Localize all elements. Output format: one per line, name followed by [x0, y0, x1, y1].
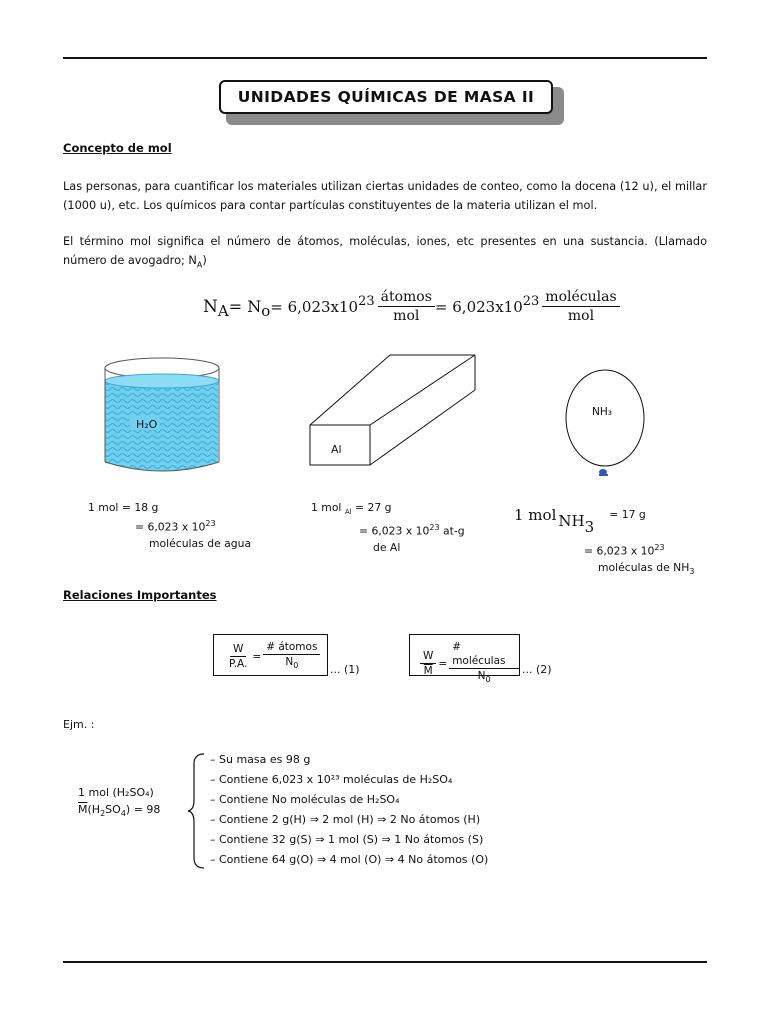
ammonia-label: NH₃ [592, 406, 612, 418]
section-heading-concept: Concepto de mol [63, 141, 172, 155]
water-caption [88, 500, 251, 552]
relation-2-tag: ... (2) [522, 663, 552, 676]
ammonia-mol: 1 mol [514, 506, 557, 524]
formula-exp-1: 23 [358, 294, 375, 309]
relation-1-left-frac [226, 642, 250, 671]
example-label: Ejm. : [63, 718, 95, 731]
ammonia-nh: NH [558, 512, 585, 530]
aluminum-line-1 [311, 500, 465, 520]
relation-1-right-frac [263, 640, 320, 673]
relation-box-1 [213, 634, 328, 676]
aluminum-line-3: de Al [373, 540, 401, 554]
ammonia-line-3-text: moléculas de NH [598, 560, 690, 574]
relation-1-right-num: # átomos [263, 640, 320, 655]
example-item: – Contiene No moléculas de H₂SO₄ [210, 793, 400, 806]
aluminum-line-2-unit: at-g [439, 524, 465, 538]
example-molecule: 1 mol (H₂SO₄) [78, 786, 154, 799]
formula-no-sub: o [261, 301, 271, 320]
curly-brace [186, 752, 208, 870]
water-line-2-exp: 23 [205, 519, 216, 528]
water-label: H₂O [136, 418, 158, 431]
fraction-2-denominator: mol [567, 308, 595, 324]
relation-2-n-sub: 0 [485, 675, 491, 685]
aluminum-label: Al [331, 443, 342, 456]
molar-mass-sub-1: 2 [100, 809, 106, 819]
example-item: – Su masa es 98 g [210, 753, 311, 766]
relation-2-n: N [477, 670, 486, 682]
relation-2-left-num: W [420, 649, 436, 664]
top-rule [63, 57, 707, 59]
water-beaker-illustration [100, 350, 230, 490]
para2-sub: A [196, 260, 203, 270]
bottom-rule [63, 961, 707, 963]
para2-text: El término mol significa el número de átomos, moléculas, iones, etc presentes en una sustancia. (Llamado número de avogadro; N [63, 235, 707, 267]
relation-box-2 [409, 634, 520, 685]
relation-1-left-num: W [230, 642, 246, 657]
water-line-2-text: = 6,023 x 10 [135, 520, 206, 534]
formula-fraction-2 [542, 288, 619, 325]
example-item: – Contiene 64 g(O) ⇒ 4 mol (O) ⇒ 4 No átomos (O) [210, 853, 489, 866]
relation-2-left-frac [420, 649, 436, 678]
relation-2-equals: = [438, 657, 448, 670]
concept-paragraph-2 [63, 232, 707, 274]
fraction-1-denominator: mol [393, 308, 420, 324]
ammonia-line-2 [584, 540, 694, 560]
aluminum-line-2 [311, 520, 465, 540]
section-heading-relations: Relaciones Importantes [63, 588, 217, 602]
page-title: UNIDADES QUÍMICAS DE MASA II [219, 80, 553, 114]
relation-1-equals: = [252, 650, 262, 663]
example-item: – Contiene 32 g(S) ⇒ 1 mol (S) ⇒ 1 No átomos (S) [210, 833, 484, 846]
aluminum-line-1-sub: Al [344, 508, 352, 517]
formula-no: = N [228, 297, 262, 316]
water-line-2 [88, 516, 251, 536]
ammonia-line-2-text: = 6,023 x 10 [584, 544, 655, 558]
fraction-2-numerator: moléculas [542, 288, 619, 307]
relation-1-left-den: P.A. [229, 658, 248, 671]
relation-1-formula [226, 640, 320, 673]
para2-end: ) [202, 254, 207, 267]
aluminum-line-1-text: 1 mol [311, 501, 345, 514]
ammonia-nh-sub: 3 [584, 518, 595, 536]
relation-2-formula [420, 640, 519, 687]
example-item: – Contiene 6,023 x 10²³ moléculas de H₂SO₄ [210, 773, 453, 786]
formula-fraction-1 [378, 288, 435, 325]
aluminum-line-2-text: = 6,023 x 10 [359, 524, 430, 538]
molar-mass-part-a: (H [87, 803, 101, 816]
relation-2-left-den: M [423, 665, 433, 678]
formula-value-2: = 6,023x10 [434, 297, 523, 316]
relation-1-tag: ... (1) [330, 663, 360, 676]
example-item: – Contiene 2 g(H) ⇒ 2 mol (H) ⇒ 2 No átomos (H) [210, 813, 481, 826]
aluminum-line-2-exp: 23 [429, 523, 440, 533]
aluminum-block-illustration [300, 350, 490, 470]
ammonia-balloon-illustration [560, 368, 660, 488]
water-line-1: 1 mol = 18 g [88, 501, 159, 514]
formula-exp-2: 23 [522, 294, 540, 309]
ammonia-caption-2 [584, 540, 694, 580]
ammonia-line-3-sub: 3 [689, 566, 695, 576]
water-line-3: moléculas de agua [149, 536, 252, 550]
aluminum-caption [311, 500, 465, 556]
molar-mass-value: ) = 98 [125, 803, 161, 816]
relation-2-right-frac [449, 640, 519, 687]
example-molar-mass [78, 803, 160, 818]
relation-1-n-sub: 0 [293, 661, 299, 671]
ammonia-line-3 [584, 560, 694, 580]
avogadro-formula [203, 288, 620, 325]
formula-value-1: = 6,023x10 [270, 297, 359, 316]
relation-2-right-num: # moléculas [449, 640, 519, 669]
ammonia-line-2-exp: 23 [654, 543, 665, 552]
relation-1-n: N [285, 656, 294, 668]
ammonia-caption [514, 505, 646, 536]
relation-2-right-den [475, 669, 494, 687]
concept-paragraph-1: Las personas, para cuantificar los materiales utilizan ciertas unidades de conteo, como la docena (12 u), el millar (1000 u), etc. Los químicos para contar partículas constituyentes de la materia utilizan el mol. [63, 180, 707, 212]
molar-mass-symbol: $\overline{M}$ [78, 803, 88, 816]
formula-na-sub: A [217, 301, 229, 320]
relation-1-right-den [282, 655, 301, 673]
formula-na: N [203, 296, 218, 317]
fraction-1-numerator: átomos [378, 288, 435, 307]
molar-mass-sub-2: 4 [120, 809, 126, 819]
molar-mass-part-b: SO [105, 803, 121, 816]
ammonia-line-1: = 17 g [609, 508, 646, 521]
aluminum-line-1-value: = 27 g [351, 501, 392, 514]
